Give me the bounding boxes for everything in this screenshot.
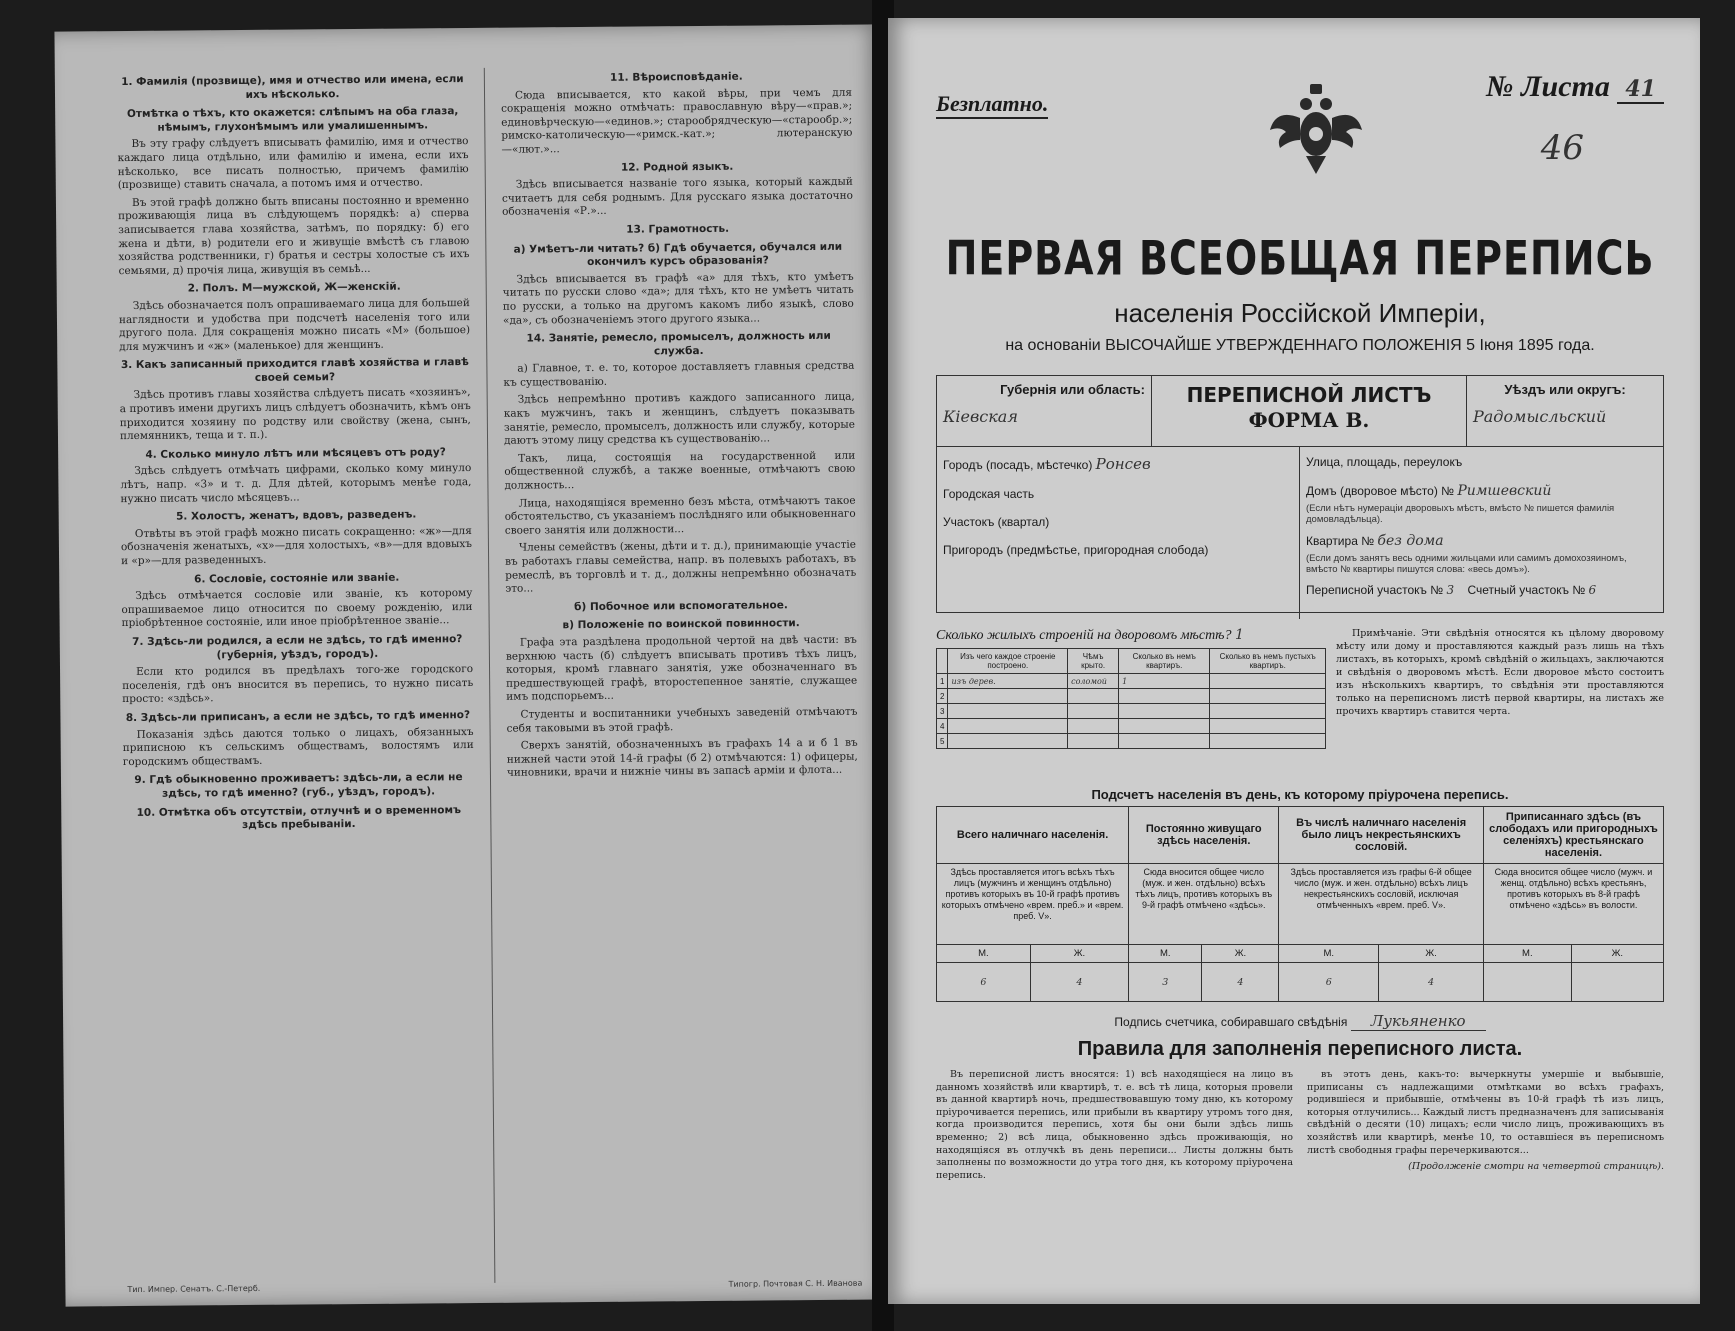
dwellings-cell-material <box>948 689 1068 704</box>
dwellings-cell-flats: 1 <box>1119 674 1210 689</box>
dwellings-cell-n: 5 <box>937 734 948 749</box>
instruction-paragraph: Если кто родился въ предѣлахъ того-же городского поселенія, гдѣ онъ вносится въ перепись, то нужно писать просто: «здѣсь». <box>122 663 474 706</box>
flat-note: (Если домъ занятъ весь одними жильцами или самимъ домохозяиномъ, вмѣсто № квартиры пишутся слова: «весь домъ»). <box>1306 553 1627 575</box>
district-label: Уѣздъ или округъ: <box>1504 382 1626 397</box>
town-value: Ронсев <box>1095 455 1151 473</box>
count-value <box>1571 963 1663 1002</box>
street-label: Улица, площадь, переулокъ <box>1306 455 1463 469</box>
printer-footer-right: Типогр. Почтовая С. Н. Иванова <box>728 1278 863 1289</box>
dwellings-section <box>936 627 1664 777</box>
house-label: Домъ (дворовое мѣсто) № <box>1306 484 1455 498</box>
dwellings-cell-empty <box>1210 689 1326 704</box>
town-label: Городъ (посадъ, мѣстечко) <box>943 458 1093 472</box>
count-description: Здѣсь проставляется изъ графы 6-й общее число (муж. и жен. отдѣльно) всѣхъ лицъ некрестьянскихъ сословій, исключая отмѣченныхъ «врем. преб. V». <box>1279 864 1484 945</box>
dwellings-row <box>937 704 1326 719</box>
sex-subheader: М. <box>1279 945 1379 963</box>
city-part-label: Городская часть <box>943 487 1035 501</box>
instruction-heading: 2. Полъ. М—мужской, Ж—женскій. <box>187 280 401 295</box>
instruction-heading: а) Умѣетъ-ли читать? б) Гдѣ обучается, обучался или окончилъ курсъ образованія? <box>513 240 843 269</box>
instruction-paragraph: Графа эта раздѣлена продольной чертой на двѣ части: въ верхнюю часть (б) слѣдуетъ вписывать противъ тѣхъ лицъ, которыя, кромѣ главнаго занятія, уже обозначеннаго въ предшествующей графѣ, второстепенное занятіе, служащее имъ подспорьемъ... <box>505 633 858 704</box>
dwellings-cell-material: изъ дерев. <box>948 674 1068 689</box>
census-precinct-label: Переписной участокъ № <box>1306 583 1444 597</box>
instructions-column-1 <box>117 68 479 1286</box>
left-page-instructions <box>54 24 890 1306</box>
sheet-number-value: 41 <box>1617 76 1664 104</box>
instruction-paragraph: а) Главное, т. е. то, которое доставляетъ главныя средства къ существованію. <box>503 359 855 389</box>
instruction-heading: б) Побочное или вспомогательное. <box>574 599 788 613</box>
instruction-heading: 10. Отмѣтка объ отсутствіи, отлучнѣ и о временномъ здѣсь пребываніи. <box>136 803 461 832</box>
population-count-title: Подсчетъ населенія въ день, къ которому пріурочена перепись. <box>1091 787 1509 802</box>
instruction-heading: 12. Родной языкъ. <box>620 160 734 174</box>
dwellings-header: Изъ чего каждое строеніе построено. <box>948 649 1068 674</box>
enumerator-signature <box>936 1012 1664 1030</box>
suburb-label: Пригородъ (предмѣстье, пригородная слобода) <box>943 543 1209 557</box>
dwellings-row <box>937 734 1326 749</box>
dwellings-row <box>937 719 1326 734</box>
instruction-heading: в) Положеніе по воинской повинности. <box>562 617 800 632</box>
dwellings-cell-roof <box>1068 689 1119 704</box>
instruction-paragraph: Сверхъ занятій, обозначенныхъ въ графахъ 14 а и б 1 въ нижней части этой 14-й графы (б 2) отмѣчаются: 1) офицеры, чиновники, врачи и нижніе чины въ запасѣ арміи и флота... <box>506 736 858 780</box>
free-label: Безплатно. <box>936 91 1048 119</box>
instruction-paragraph: Здѣсь вписывается названіе того языка, который каждый считаетъ для себя роднымъ. Для русскаго языка достаточно обозначенія «Р.»... <box>501 175 853 219</box>
count-value: 4 <box>1379 963 1484 1002</box>
instruction-heading: 8. Здѣсь-ли приписанъ, а если не здѣсь, то гдѣ именно? <box>125 708 471 724</box>
legal-basis: на основаніи ВЫСОЧАЙШЕ УТВЕРЖДЕННАГО ПОЛОЖЕНІЯ 5 Іюня 1895 года. <box>1005 337 1595 354</box>
sheet-number-label: № Листа <box>1486 70 1610 103</box>
instruction-paragraph: Такъ, лица, состоящія на государственной или общественной службѣ, а также военные, отмѣчаютъ свою должность... <box>504 449 856 492</box>
province-cell <box>937 376 1152 446</box>
instruction-heading: 13. Грамотность. <box>626 222 730 236</box>
dwellings-cell-n: 1 <box>937 674 948 689</box>
row-number-header <box>937 649 948 674</box>
printer-footer-left: Тип. Импер. Сенатъ. С.-Петерб. <box>127 1283 261 1294</box>
count-value: 4 <box>1030 963 1128 1002</box>
sex-subheader: Ж. <box>1571 945 1663 963</box>
instruction-heading: 5. Холостъ, женатъ, вдовъ, разведенъ. <box>175 508 417 523</box>
dwellings-header: Сколько въ немъ квартиръ. <box>1119 649 1210 674</box>
count-header: Постоянно живущаго здѣсь населенія. <box>1129 807 1279 864</box>
instruction-heading: 6. Сословіе, состояніе или званіе. <box>194 571 400 586</box>
form-header-box <box>936 375 1664 447</box>
address-box <box>936 447 1664 613</box>
dwellings-count: 1 <box>1235 627 1244 643</box>
address-right <box>1300 447 1663 619</box>
rules-column-2: въ этотъ день, какъ-то: вычеркнуты умершіе и выбывшіе, приписаны съ надлежащими отмѣтками во всѣхъ графахъ, родившіеся и прибывшіе, отмѣчены въ 10-й графѣ тѣ изъ лицъ, которыя отлучились... Каждый листъ предназначенъ для записыванія свѣдѣній о десяти (10) лицахъ; если число лицъ, проживающихъ въ хозяйствѣ или квартирѣ, менѣе 10, то оставшіеся въ переписномъ листѣ свободныя графы перечеркиваются... <box>1307 1069 1664 1156</box>
district-cell <box>1467 376 1663 446</box>
census-precinct-value: 3 <box>1446 583 1455 597</box>
instructions-column-2 <box>501 65 863 1283</box>
dwellings-cell-empty <box>1210 734 1326 749</box>
instruction-heading: 4. Сколько минуло лѣтъ или мѣсяцевъ отъ роду? <box>145 446 446 461</box>
sex-subheader: Ж. <box>1030 945 1128 963</box>
dwellings-cell-flats <box>1119 704 1210 719</box>
dwellings-table <box>936 648 1326 749</box>
count-value: 6 <box>937 963 1031 1002</box>
dwellings-cell-material <box>948 719 1068 734</box>
rules-continue-note: (Продолженіе смотри на четвертой страницѣ). <box>1408 1161 1664 1173</box>
count-header: Въ числѣ наличнаго населенія было лицъ некрестьянскихъ сословій. <box>1279 807 1484 864</box>
dwellings-cell-material <box>948 734 1068 749</box>
flat-label: Квартира № <box>1306 534 1375 548</box>
instruction-paragraph: Здѣсь отмѣчается сословіе или званіе, къ которому опрашиваемое лицо относится по своему рожденію, или пріобрѣтенное состояніе, или иное пріобрѣтенное званіе... <box>121 587 473 630</box>
count-value: 3 <box>1129 963 1202 1002</box>
count-header: Приписаннаго здѣсь (въ слободахъ или пригородныхъ селеніяхъ) крестьянскаго населенія. <box>1483 807 1663 864</box>
form-subtitle: населенія Россійской Имперіи, <box>1114 298 1486 328</box>
instruction-paragraph: Сюда вписывается, кто какой вѣры, при чемъ для сокращенія можно отмѣчать: православную вѣру—«прав.»; единовѣрческую—«единов.»; старообрядческую—«старообр.»; римско-католическую—«римск.-кат.»; лютеранскую—«лют.»... <box>501 86 853 156</box>
instruction-heading: 9. Гдѣ обыкновенно проживаетъ: здѣсь-ли, а если не здѣсь, то гдѣ именно? (губ., уѣздъ, городъ). <box>134 771 463 800</box>
dwellings-cell-empty <box>1210 674 1326 689</box>
signature-value: Лукьяненко <box>1351 1012 1486 1031</box>
dwellings-title: Сколько жилыхъ строеній на дворовомъ мѣстѣ? <box>936 628 1232 643</box>
instruction-paragraph: Здѣсь непремѣнно противъ каждого записанного лица, какъ мужчинъ, такъ и женщинъ, слѣдуетъ показывать занятіе, ремесло, промыселъ, должность или службу, которые даютъ этому лицу средства къ существованію... <box>503 391 855 447</box>
instruction-paragraph: Въ эту графу слѣдуетъ вписывать фамилію, имя и отчество каждаго лица отдѣльно, или фамилію и имена, если ихъ нѣсколько, все писать полностью, причемъ фамилію (прозвище) ставить сначала, а потомъ имя и отчество. <box>117 135 469 192</box>
instruction-paragraph: Члены семействъ (жены, дѣти и т. д.), принимающіе участіе въ работахъ главы семейства, напр. въ полевыхъ работахъ, въ ремеслѣ, въ торговлѣ и т. д., должны непремѣнно обозначать это... <box>505 539 857 595</box>
sex-subheader: Ж. <box>1379 945 1484 963</box>
instruction-heading: 14. Занятіе, ремесло, промыселъ, должность или служба. <box>526 329 831 358</box>
dwellings-cell-roof <box>1068 704 1119 719</box>
instruction-heading: 11. Вѣроисповѣданіе. <box>609 70 743 84</box>
instruction-heading: 3. Какъ записанный приходится главѣ хозяйства и главѣ своей семьи? <box>120 356 469 384</box>
population-count-table <box>936 806 1664 1002</box>
instruction-paragraph: Здѣсь слѣдуетъ отмѣчать цифрами, сколько кому минуло лѣтъ, напр. «3» и т. д. Для дѣтей, которымъ менѣе года, нужно писать число мѣсяцевъ... <box>120 462 472 505</box>
instruction-paragraph: Здѣсь противъ главы хозяйства слѣдуетъ писать «хозяинъ», а противъ имени другихъ лицъ слѣдуетъ обозначить, кѣмъ онъ приходится хозяину по родству или свойству (жена, сынъ, племянникъ, теща и т. п.). <box>119 386 471 443</box>
sheet-title: ПЕРЕПИСНОЙ ЛИСТЪ <box>1186 383 1432 407</box>
double-headed-eagle-emblem <box>1266 78 1366 178</box>
house-value: Римшевский <box>1457 483 1552 499</box>
dwellings-cell-roof <box>1068 734 1119 749</box>
province-label: Губернія или область: <box>1000 382 1145 397</box>
sex-subheader: Ж. <box>1202 945 1279 963</box>
province-value: Кіевская <box>943 407 1018 426</box>
sheet-number-field <box>1486 70 1664 104</box>
dwellings-row <box>937 674 1326 689</box>
district-value: Радомысльский <box>1473 407 1607 426</box>
count-value: 4 <box>1202 963 1279 1002</box>
count-description: Сюда вносится общее число (мужч. и женщ. отдѣльно) всѣхъ крестьянъ, противъ которыхъ въ 8-й графѣ отмѣчено «здѣсь» въ волости. <box>1483 864 1663 945</box>
count-description: Сюда вносится общее число (муж. и жен. отдѣльно) всѣхъ тѣхъ лицъ, противъ которыхъ въ 9-й графѣ отмѣчено «здѣсь». <box>1129 864 1279 945</box>
instruction-paragraph: Студенты и воспитанники учебныхъ заведеній отмѣчаютъ себя таковыми въ этой графѣ. <box>506 705 858 735</box>
rules-text <box>936 1069 1664 1186</box>
instruction-paragraph: Въ этой графѣ должно быть вписаны постоянно и временно проживающія лица въ слѣдующемъ порядкѣ: а) сперва записывается глава хозяйства, затѣмъ, по порядку: б) его жена и дѣти, в) родители его и живущіе вмѣстѣ съ главою хозяйства родственники, г) братья и сестры холостые съ ихъ семьями, д) прочія лица, живущія въ семьѣ... <box>118 193 470 277</box>
precinct-label: Участокъ (квартал) <box>943 515 1050 529</box>
dwellings-cell-empty <box>1210 704 1326 719</box>
count-header: Всего наличнаго населенія. <box>937 807 1129 864</box>
dwellings-cell-flats <box>1119 719 1210 734</box>
dwellings-cell-roof: соломой <box>1068 674 1119 689</box>
dwellings-cell-roof <box>1068 719 1119 734</box>
dwellings-cell-flats <box>1119 734 1210 749</box>
dwellings-cell-n: 3 <box>937 704 948 719</box>
form-title-cell <box>1152 376 1467 446</box>
dwellings-row <box>937 689 1326 704</box>
dwellings-cell-flats <box>1119 689 1210 704</box>
instruction-heading: 7. Здѣсь-ли родился, а если не здѣсь, то гдѣ именно? (губернія, уѣздъ, городъ). <box>132 633 463 661</box>
count-precinct-label: Счетный участокъ № <box>1467 583 1586 597</box>
count-value: 6 <box>1279 963 1379 1002</box>
dwellings-header: Сколько въ немъ пустыхъ квартиръ. <box>1210 649 1326 674</box>
form-title: ПЕРВАЯ ВСЕОБЩАЯ ПЕРЕПИСЬ <box>945 230 1655 286</box>
handwritten-page-number: 46 <box>1540 128 1584 168</box>
rules-column-1: Въ переписной листъ вносятся: 1) всѣ находящіеся на лицо въ данномъ хозяйствѣ или квартирѣ, т. е. всѣ тѣ лица, которыя провели въ данной квартирѣ ночь, предшествовавшую тому дню, къ которому пріурочивается перепись, или прибыли въ квартиру утромъ того дня, когда производится перепись, хотя бы они были здѣсь лишь временно; 2) всѣ лица, обыкновенно здѣсь проживающія, но находящіяся въ отлучкѣ въ день переписи... Листы должны быть заполнены по возможности до утра того дня, къ которому пріурочена перепись. <box>936 1069 1293 1181</box>
signature-label: Подпись счетчика, собиравшаго свѣдѣнія <box>1114 1015 1348 1029</box>
flat-value: без дома <box>1377 533 1444 549</box>
dwellings-header: Чѣмъ крыто. <box>1068 649 1119 674</box>
sex-subheader: М. <box>1483 945 1571 963</box>
count-value <box>1483 963 1571 1002</box>
dwellings-cell-n: 2 <box>937 689 948 704</box>
dwellings-cell-material <box>948 704 1068 719</box>
instruction-heading: Отмѣтка о тѣхъ, кто окажется: слѣпымъ на оба глаза, нѣмымъ, глухонѣмымъ или умалишеннымъ. <box>126 105 459 134</box>
dwellings-cell-empty <box>1210 719 1326 734</box>
instruction-paragraph: Показанія здѣсь даются только о лицахъ, обязанныхъ приписною къ сельскимъ обществамъ, волостямъ или городскимъ обществамъ. <box>122 725 474 768</box>
sex-subheader: М. <box>937 945 1031 963</box>
column-divider <box>484 68 496 1283</box>
count-precinct-value: 6 <box>1588 583 1597 597</box>
census-form-page <box>888 18 1700 1304</box>
sex-subheader: М. <box>1129 945 1202 963</box>
instruction-paragraph: Лица, находящіяся временно безъ мѣста, отмѣчаютъ такое обстоятельство, съ указаніемъ послѣдняго или обыкновеннаго своего занятія или должности... <box>504 494 856 537</box>
form-letter: ФОРМА В. <box>1248 408 1370 432</box>
house-note: (Если нѣтъ нумераціи дворовыхъ мѣстъ, вмѣсто № пишется фамилія домовладѣльца). <box>1306 503 1615 525</box>
dwellings-remark: Примѣчаніе. Эти свѣдѣнія относятся къ цѣлому дворовому мѣсту или дому и проставляются каждый разъ лишь на тѣхъ листахъ, въ которыхъ, кромѣ свѣдѣній о жильцахъ, заключаются и свѣдѣнія о дворовомъ мѣстѣ. Если дворовое мѣсто состоитъ изъ нѣсколькихъ квартиръ, то свѣдѣнія эти проставляются только на переписномъ листѣ первой квартиры, на листахъ же прочихъ квартиръ ставится черта. <box>1336 628 1664 717</box>
instruction-paragraph: Здѣсь обозначается полъ опрашиваемаго лица для большей наглядности и удобства при подсчетѣ населенія того или другого пола. Для сокращенія можно писать «М» (большое) для мужчинъ и «ж» (маленькое) для женщинъ. <box>118 296 471 353</box>
address-left <box>937 447 1300 619</box>
instruction-paragraph: Отвѣты въ этой графѣ можно писать сокращенно: «ж»—для обозначенія женатыхъ, «х»—для холостыхъ, «в»—для вдовыхъ и «р»—для разведенныхъ. <box>120 524 472 568</box>
dwellings-cell-n: 4 <box>937 719 948 734</box>
rules-title: Правила для заполненія переписного листа. <box>1077 1038 1523 1060</box>
instruction-paragraph: Здѣсь вписывается въ графѣ «а» для тѣхъ, кто умѣетъ читать по русски слово «да»; для тѣхъ, кто не умѣетъ читать по русски, а только на другомъ какомъ либо языкѣ, слово «да», съ обозначеніемъ этого другого языка... <box>502 270 854 327</box>
instruction-heading: 1. Фамилія (прозвище), имя и отчество или имена, если ихъ нѣсколько. <box>121 73 464 101</box>
count-description: Здѣсь проставляется итогъ всѣхъ тѣхъ лицъ (мужчинъ и женщинъ отдѣльно) противъ которыхъ въ 10-й графѣ противъ которыхъ отмѣчено «врем. преб.» и «врем. преб. V». <box>937 864 1129 945</box>
